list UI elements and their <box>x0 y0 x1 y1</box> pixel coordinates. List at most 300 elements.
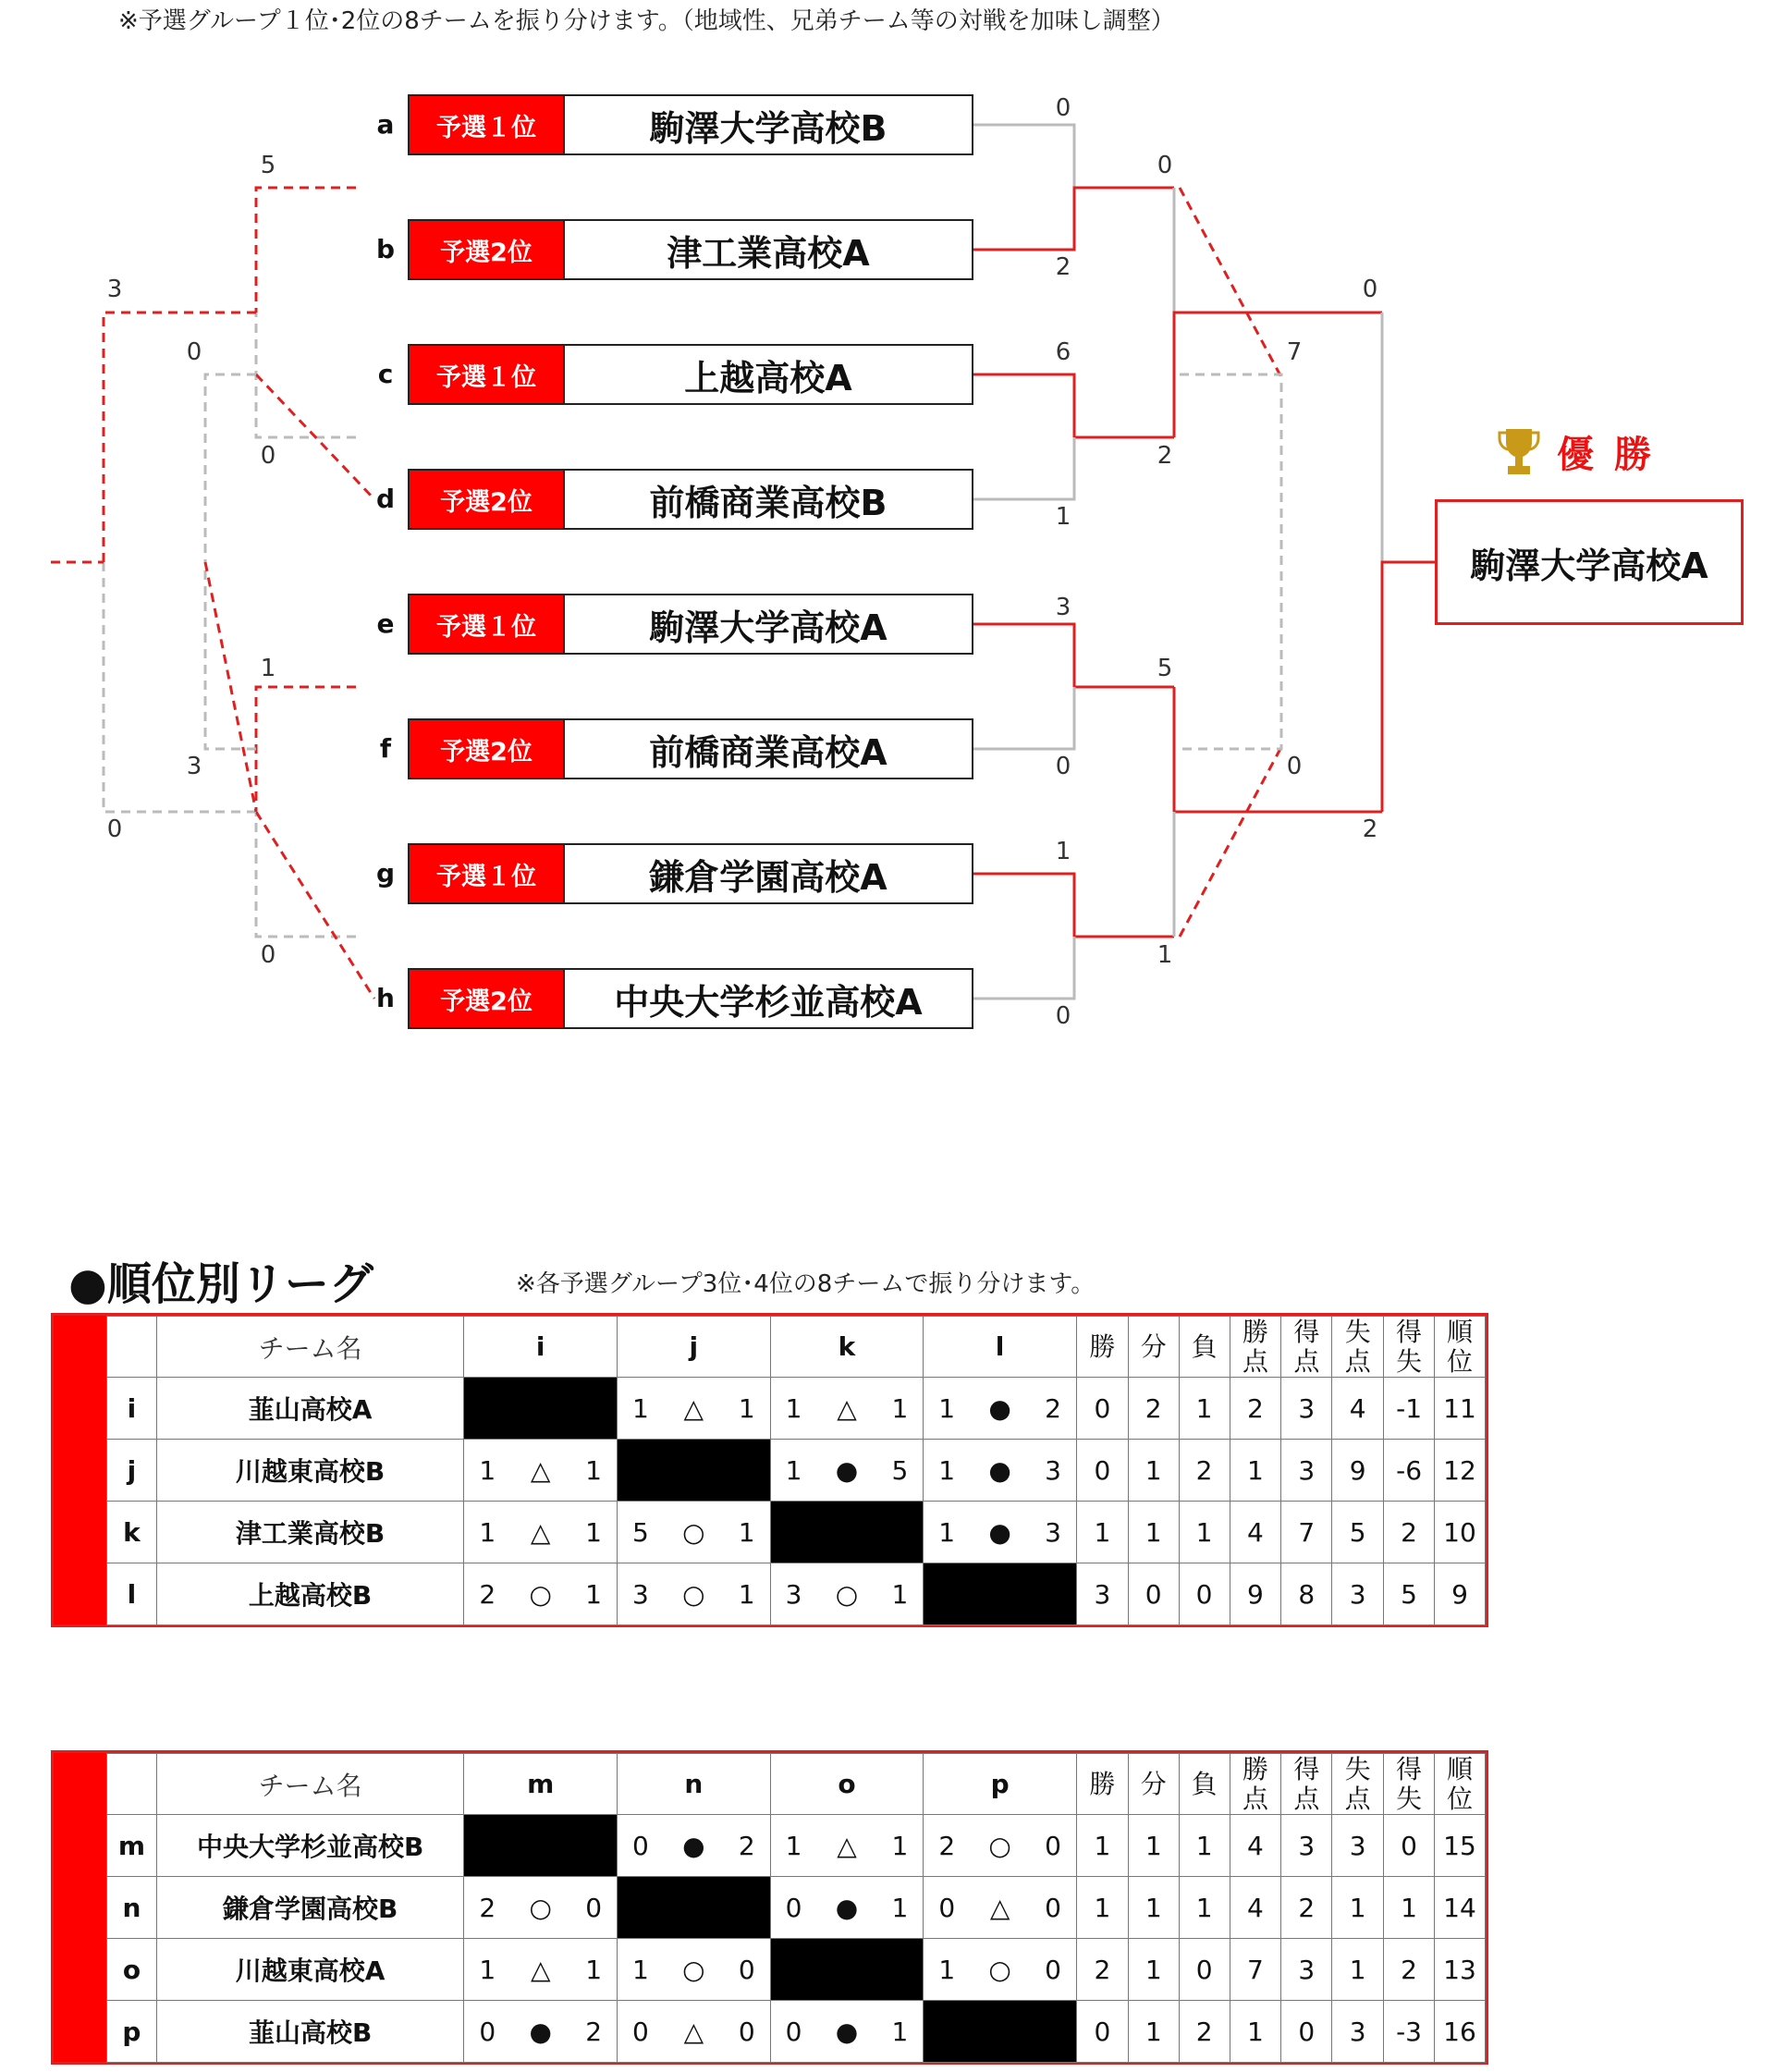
result-cell <box>618 1815 771 1877</box>
self-match-cell <box>464 1378 618 1440</box>
result-cell <box>464 1877 618 1939</box>
bracket-team-c <box>408 344 973 405</box>
header-stat: 得 点 <box>1281 1317 1332 1378</box>
result-values <box>771 1393 924 1424</box>
stat-cell: 9 <box>1332 1440 1384 1502</box>
stat-cell: 1 <box>1230 2001 1281 2063</box>
goals-for: 1 <box>785 1392 802 1424</box>
bracket-line-a <box>973 125 1074 188</box>
goals-against: 1 <box>738 1392 755 1424</box>
header-team: チーム名 <box>156 1754 464 1815</box>
goals-for: 1 <box>479 1954 496 1985</box>
result-cell <box>464 2001 618 2063</box>
row-team-name: 川越東高校A <box>156 1939 464 2001</box>
standings-table <box>106 1753 1486 2063</box>
stat-cell: 1 <box>1332 1877 1384 1939</box>
goals-for: 0 <box>785 2016 802 2047</box>
result-cell <box>618 1563 771 1625</box>
result-values <box>771 1579 924 1610</box>
result-values <box>924 1955 1076 1985</box>
header-opponent: p <box>924 1754 1077 1815</box>
team-name: 鎌倉学園高校A <box>649 856 888 898</box>
stat-cell: 3 <box>1076 1563 1128 1625</box>
score-a: 0 <box>1055 94 1071 122</box>
stat-cell: 1 <box>1179 1378 1230 1440</box>
stat-cell: 13 <box>1434 1939 1485 2001</box>
league-title: ●順位別リーグ <box>68 1258 373 1310</box>
result-mark: △ <box>989 1892 1010 1923</box>
goals-against: 1 <box>891 1392 909 1424</box>
self-match-cell <box>770 1502 924 1563</box>
result-values <box>924 1393 1076 1424</box>
left-cross-h <box>256 812 374 999</box>
header-row <box>107 1317 1486 1378</box>
header-stat: 失 点 <box>1332 1317 1384 1378</box>
result-mark: ○ <box>988 1830 1011 1861</box>
stat-cell: 2 <box>1076 1939 1128 2001</box>
self-match-cell <box>464 1815 618 1877</box>
stat-cell: 15 <box>1434 1815 1485 1877</box>
goals-for: 1 <box>785 1454 802 1486</box>
score-e: 3 <box>1055 594 1071 621</box>
league-table-1 <box>51 1313 1488 1627</box>
score-final-1: 0 <box>1362 276 1378 303</box>
header-stat: 勝 <box>1076 1317 1128 1378</box>
result-cell <box>618 1378 771 1440</box>
stat-cell: 12 <box>1435 1440 1486 1502</box>
result-cell <box>618 1939 771 2001</box>
result-values <box>618 1517 770 1548</box>
goals-against: 1 <box>891 1830 909 1861</box>
score-left-r1-4: 0 <box>260 941 276 969</box>
header-opponent: i <box>464 1317 618 1378</box>
result-mark: △ <box>683 1392 704 1424</box>
goals-against: 2 <box>738 1830 755 1861</box>
bracket-line-g <box>973 874 1174 937</box>
team-name: 津工業高校A <box>667 232 870 274</box>
left-line-c <box>256 313 356 437</box>
stat-cell: 1 <box>1332 1939 1384 2001</box>
goals-for: 5 <box>632 1516 649 1548</box>
stat-cell: -3 <box>1384 2001 1435 2063</box>
result-cell <box>924 1440 1077 1502</box>
bracket-line-final-bot <box>1382 562 1435 812</box>
champion-title <box>1498 425 1671 478</box>
stat-cell: 5 <box>1384 1563 1435 1625</box>
score-left-r2-1: 0 <box>186 338 202 366</box>
header-stat: 勝 点 <box>1230 1754 1281 1815</box>
row-id: m <box>107 1815 157 1877</box>
stat-cell: 2 <box>1384 1502 1435 1563</box>
header-opponent: k <box>770 1317 924 1378</box>
score-c: 6 <box>1055 338 1071 366</box>
goals-for: 1 <box>938 1454 956 1486</box>
header-stat: 順 位 <box>1434 1754 1485 1815</box>
self-match-cell <box>618 1877 771 1939</box>
bracket-line-h <box>973 937 1074 999</box>
left-line-g <box>256 812 356 937</box>
slot-letter-d: d <box>375 484 396 514</box>
result-mark: ● <box>835 1454 859 1486</box>
header-opponent: o <box>770 1754 924 1815</box>
stat-cell: 3 <box>1281 1378 1332 1440</box>
table-row <box>107 2001 1486 2063</box>
row-team-name: 上越高校B <box>156 1563 464 1625</box>
header-stat: 失 点 <box>1332 1754 1384 1815</box>
goals-for: 3 <box>785 1578 802 1610</box>
team-name: 前橋商業高校B <box>649 482 888 523</box>
stat-cell: 9 <box>1435 1563 1486 1625</box>
header-team: チーム名 <box>156 1317 464 1378</box>
stat-cell: 7 <box>1230 1939 1281 2001</box>
result-cell <box>464 1440 618 1502</box>
stat-cell: 0 <box>1281 2001 1332 2063</box>
result-mark: ● <box>988 1454 1011 1486</box>
goals-against: 2 <box>1045 1392 1061 1424</box>
result-values <box>464 2017 617 2047</box>
league-table-2 <box>51 1750 1488 2065</box>
score-r2-4: 1 <box>1157 941 1173 969</box>
stat-cell: 2 <box>1128 1378 1179 1440</box>
qualifier-badge: 予選１位 <box>410 595 565 653</box>
goals-against: 5 <box>891 1454 909 1486</box>
result-mark: △ <box>837 1830 857 1861</box>
header-opponent: n <box>618 1754 771 1815</box>
goals-against: 1 <box>585 1954 603 1985</box>
stat-cell: 3 <box>1332 2001 1384 2063</box>
qualifier-badge: 予選１位 <box>410 845 565 902</box>
stat-cell: -1 <box>1384 1378 1435 1440</box>
left-r2-bot-lose <box>205 562 256 749</box>
row-team-name: 韮山高校A <box>156 1378 464 1440</box>
stat-cell: 3 <box>1281 1815 1332 1877</box>
qualifier-badge: 予選2位 <box>410 970 565 1027</box>
goals-for: 1 <box>938 1954 956 1985</box>
goals-against: 1 <box>585 1578 602 1610</box>
qualifier-badge: 予選１位 <box>410 346 565 403</box>
goals-for: 0 <box>632 1830 649 1861</box>
result-values <box>618 1955 770 1985</box>
stat-cell: 1 <box>1179 1877 1230 1939</box>
stat-cell: 1 <box>1179 1815 1230 1877</box>
stat-cell: 1 <box>1179 1502 1230 1563</box>
result-mark: ○ <box>529 1578 552 1610</box>
result-values <box>618 1831 770 1861</box>
stat-cell: 7 <box>1281 1502 1332 1563</box>
team-name: 駒澤大学高校A <box>649 607 888 648</box>
stat-cell: 2 <box>1179 1440 1230 1502</box>
score-r2-3: 5 <box>1157 655 1173 682</box>
bracket-team-b <box>408 219 973 280</box>
score-f: 0 <box>1055 753 1071 780</box>
score-left-r1-1: 5 <box>260 152 276 179</box>
cross-line-2 <box>1180 747 1281 937</box>
score-b: 2 <box>1055 253 1071 281</box>
header-stat: 負 <box>1179 1317 1230 1378</box>
result-cell <box>770 1563 924 1625</box>
stat-cell: 1 <box>1128 1877 1179 1939</box>
goals-for: 1 <box>938 1392 956 1424</box>
slot-letter-c: c <box>377 359 394 389</box>
goals-against: 0 <box>585 1892 603 1923</box>
bracket-line-f <box>973 687 1074 749</box>
stat-cell: 0 <box>1179 1939 1230 2001</box>
score-g: 1 <box>1055 838 1071 865</box>
result-values <box>771 1893 924 1923</box>
self-match-cell <box>618 1440 771 1502</box>
table-row <box>107 1502 1486 1563</box>
stat-cell: 4 <box>1230 1815 1281 1877</box>
stat-cell: 3 <box>1281 1440 1332 1502</box>
result-cell <box>924 1502 1077 1563</box>
result-cell <box>770 1877 924 1939</box>
stat-cell: 1 <box>1230 1440 1281 1502</box>
stat-cell: 2 <box>1384 1939 1435 2001</box>
stat-cell: 5 <box>1332 1502 1384 1563</box>
row-id: k <box>107 1502 157 1563</box>
row-id: o <box>107 1939 157 2001</box>
result-values <box>771 2017 924 2047</box>
header-stat: 勝 点 <box>1230 1317 1281 1378</box>
score-r2-1: 0 <box>1157 152 1173 179</box>
stat-cell: 3 <box>1281 1939 1332 2001</box>
score-left-r1-2: 0 <box>260 442 276 470</box>
stat-cell: 3 <box>1332 1815 1384 1877</box>
goals-against: 1 <box>891 2016 909 2047</box>
goals-against: 0 <box>738 2016 755 2047</box>
result-cell <box>770 1815 924 1877</box>
result-mark: △ <box>837 1392 857 1424</box>
result-values <box>924 1831 1076 1861</box>
result-cell <box>618 2001 771 2063</box>
champion-team: 駒澤大学高校A <box>1435 499 1744 625</box>
row-team-name: 韮山高校B <box>156 2001 464 2063</box>
league-table-redbar <box>54 1753 106 2062</box>
stat-cell: 2 <box>1179 2001 1230 2063</box>
stat-cell: -6 <box>1384 1440 1435 1502</box>
goals-against: 1 <box>585 1454 602 1486</box>
bracket-line-c <box>973 374 1174 437</box>
header-stat: 得 失 <box>1384 1754 1435 1815</box>
goals-for: 0 <box>632 2016 649 2047</box>
slot-letter-b: b <box>375 234 396 264</box>
goals-for: 0 <box>479 2016 496 2047</box>
table-row <box>107 1563 1486 1625</box>
result-values <box>464 1955 617 1985</box>
row-id: l <box>107 1563 157 1625</box>
header-stat: 勝 <box>1076 1754 1128 1815</box>
result-mark: △ <box>530 1454 551 1486</box>
stat-cell: 1 <box>1128 1815 1179 1877</box>
score-left-final-2: 0 <box>106 815 123 843</box>
goals-for: 0 <box>785 1892 802 1923</box>
goals-against: 0 <box>738 1954 755 1985</box>
score-left-r2-2: 3 <box>186 753 202 780</box>
goals-against: 1 <box>585 1516 602 1548</box>
goals-for: 3 <box>632 1578 649 1610</box>
goals-against: 2 <box>585 2016 603 2047</box>
header-stat: 負 <box>1179 1754 1230 1815</box>
result-cell <box>924 1939 1077 2001</box>
league-table-redbar <box>54 1316 106 1624</box>
standings-table <box>106 1316 1486 1625</box>
goals-for: 2 <box>938 1830 956 1861</box>
stat-cell: 1 <box>1076 1877 1128 1939</box>
header-stat: 得 失 <box>1384 1317 1435 1378</box>
cross-line-3 <box>1180 374 1281 749</box>
left-r2-top-lose <box>205 374 256 562</box>
table-row <box>107 1440 1486 1502</box>
bracket-team-d <box>408 469 973 530</box>
result-values <box>464 1893 617 1923</box>
goals-for: 2 <box>479 1578 496 1610</box>
slot-letter-a: a <box>376 109 395 140</box>
stat-cell: 8 <box>1281 1563 1332 1625</box>
stat-cell: 0 <box>1179 1563 1230 1625</box>
result-values <box>464 1579 617 1610</box>
result-cell <box>464 1563 618 1625</box>
score-cross-1: 7 <box>1286 338 1303 366</box>
result-values <box>771 1831 924 1861</box>
result-mark: △ <box>530 1516 551 1548</box>
team-name: 駒澤大学高校B <box>649 107 888 149</box>
result-values <box>618 2017 770 2047</box>
result-mark: ● <box>988 1516 1011 1548</box>
stat-cell: 0 <box>1076 1378 1128 1440</box>
result-mark: ○ <box>682 1954 705 1985</box>
header-stat: 順 位 <box>1435 1317 1486 1378</box>
team-name: 前橋商業高校A <box>649 731 888 773</box>
goals-for: 1 <box>632 1954 649 1985</box>
result-mark: △ <box>683 2016 704 2047</box>
result-mark: ○ <box>529 1892 552 1923</box>
result-mark: ○ <box>682 1516 705 1548</box>
stat-cell: 1 <box>1384 1877 1435 1939</box>
result-values <box>924 1517 1076 1548</box>
stat-cell: 3 <box>1332 1563 1384 1625</box>
goals-against: 1 <box>738 1516 755 1548</box>
result-mark: △ <box>530 1954 551 1985</box>
header-opponent: j <box>618 1317 771 1378</box>
header-corner <box>107 1317 157 1378</box>
header-row <box>107 1754 1486 1815</box>
qualifier-badge: 予選2位 <box>410 720 565 778</box>
row-team-name: 川越東高校B <box>156 1440 464 1502</box>
row-team-name: 津工業高校B <box>156 1502 464 1563</box>
table-row <box>107 1815 1486 1877</box>
stat-cell: 1 <box>1128 1440 1179 1502</box>
left-line-b <box>256 188 356 313</box>
stat-cell: 16 <box>1434 2001 1485 2063</box>
table-row <box>107 1877 1486 1939</box>
stat-cell: 2 <box>1281 1877 1332 1939</box>
row-id: n <box>107 1877 157 1939</box>
header-stat: 分 <box>1128 1317 1179 1378</box>
row-id: p <box>107 2001 157 2063</box>
self-match-cell <box>924 2001 1077 2063</box>
result-values <box>464 1455 617 1486</box>
table-row <box>107 1378 1486 1440</box>
table-row <box>107 1939 1486 2001</box>
stat-cell: 11 <box>1435 1378 1486 1440</box>
stat-cell: 14 <box>1434 1877 1485 1939</box>
goals-against: 1 <box>891 1578 909 1610</box>
row-team-name: 中央大学杉並高校B <box>156 1815 464 1877</box>
stat-cell: 0 <box>1076 2001 1128 2063</box>
result-cell <box>770 2001 924 2063</box>
goals-against: 1 <box>891 1892 909 1923</box>
qualifier-badge: 予選2位 <box>410 471 565 528</box>
slot-letter-e: e <box>376 608 395 639</box>
left-cross-mid <box>205 562 256 812</box>
goals-against: 3 <box>1045 1454 1061 1486</box>
stat-cell: 0 <box>1076 1440 1128 1502</box>
result-values <box>464 1517 617 1548</box>
team-name: 上越高校A <box>684 357 852 398</box>
goals-against: 0 <box>1045 1954 1061 1985</box>
result-values <box>924 1455 1076 1486</box>
stat-cell: 1 <box>1128 1939 1179 2001</box>
score-cross-2: 0 <box>1286 753 1303 780</box>
goals-for: 1 <box>479 1516 496 1548</box>
result-mark: ● <box>835 2016 859 2047</box>
result-cell <box>618 1502 771 1563</box>
score-h: 0 <box>1055 1002 1071 1030</box>
goals-for: 1 <box>938 1516 956 1548</box>
row-id: i <box>107 1378 157 1440</box>
stat-cell: 1 <box>1128 1502 1179 1563</box>
bracket-line-d <box>973 437 1074 499</box>
result-mark: ● <box>682 1830 705 1861</box>
bracket-team-h <box>408 968 973 1029</box>
result-mark: ○ <box>988 1954 1011 1985</box>
qualifier-badge: 予選１位 <box>410 96 565 153</box>
stat-cell: 1 <box>1076 1815 1128 1877</box>
stat-cell: 9 <box>1230 1563 1281 1625</box>
bracket-line-e <box>973 624 1174 687</box>
stat-cell: 2 <box>1230 1378 1281 1440</box>
champion-label: 優勝 <box>1557 434 1671 476</box>
result-cell <box>924 1815 1077 1877</box>
self-match-cell <box>770 1939 924 2001</box>
stat-cell: 0 <box>1128 1563 1179 1625</box>
qualifier-badge: 予選2位 <box>410 221 565 278</box>
goals-against: 0 <box>1045 1892 1061 1923</box>
result-cell <box>770 1440 924 1502</box>
result-values <box>771 1455 924 1486</box>
result-mark: ● <box>988 1392 1011 1424</box>
left-line-f <box>256 687 356 812</box>
league-note: ※各予選グループ3位･4位の8チームで振り分けます。 <box>516 1270 1096 1298</box>
goals-for: 0 <box>938 1892 956 1923</box>
result-values <box>924 1893 1076 1923</box>
stat-cell: 0 <box>1384 1815 1435 1877</box>
goals-against: 1 <box>738 1578 755 1610</box>
row-id: j <box>107 1440 157 1502</box>
result-values <box>618 1393 770 1424</box>
trophy-icon <box>1498 427 1540 477</box>
bracket-team-a <box>408 94 973 155</box>
result-mark: ● <box>835 1892 859 1923</box>
slot-letter-f: f <box>379 733 392 764</box>
stat-cell: 4 <box>1230 1877 1281 1939</box>
goals-against: 0 <box>1045 1830 1061 1861</box>
result-cell <box>464 1939 618 2001</box>
goals-for: 1 <box>785 1830 802 1861</box>
goals-for: 1 <box>632 1392 649 1424</box>
result-mark: ○ <box>835 1578 859 1610</box>
slot-letter-h: h <box>376 983 395 1013</box>
